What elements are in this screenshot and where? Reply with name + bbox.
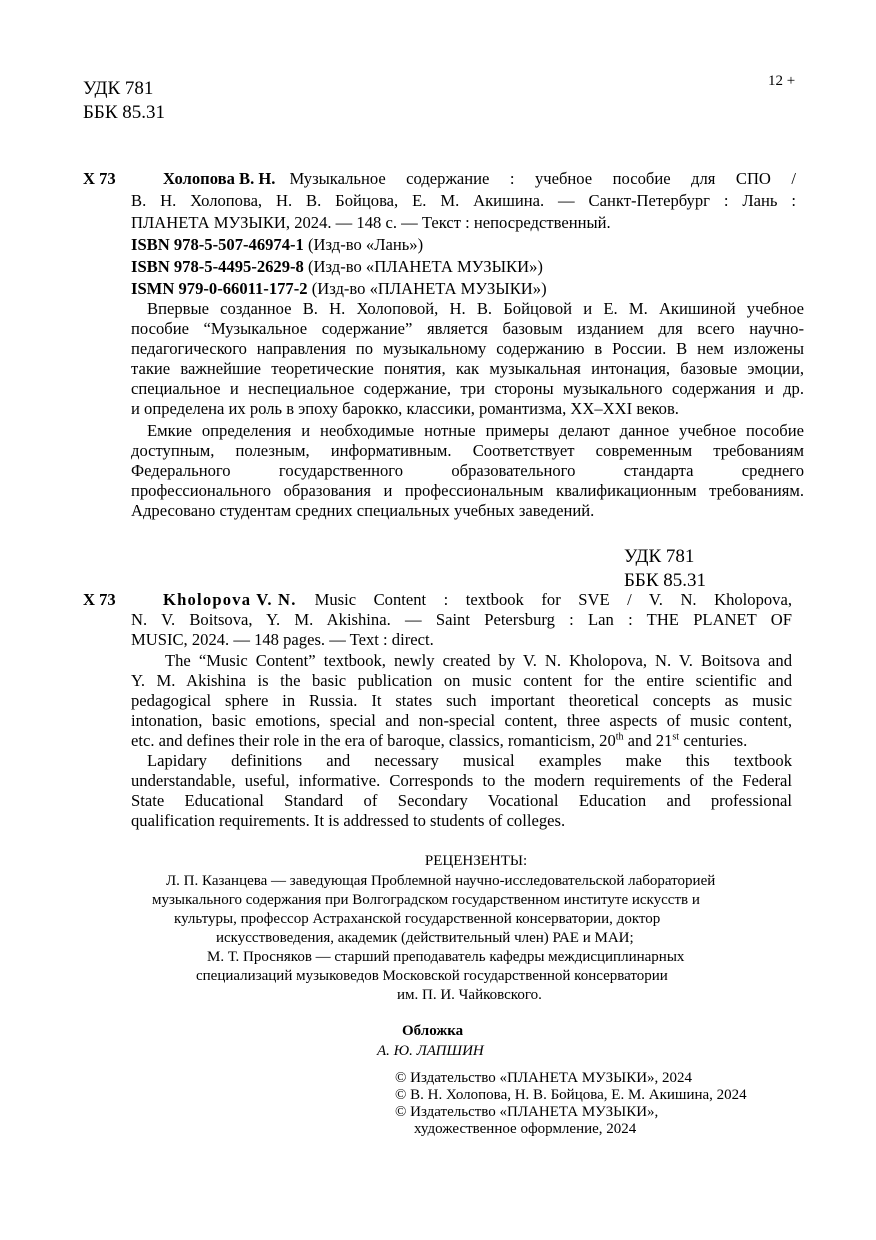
ru-abstract-line: такие важнейшие теоретические понятия, как музыкальная интонация, базовые эмоции, <box>131 359 804 378</box>
udk-code: УДК 781 <box>83 78 154 99</box>
ru-abstract-line: профессионального образования и профессиональным квалификационным требованиям. <box>131 481 804 500</box>
copyright-line: © В. Н. Холопова, Н. В. Бойцова, Е. М. Акишина, 2024 <box>395 1087 747 1103</box>
text-run: and 21 <box>623 731 673 750</box>
copyright-line: художественное оформление, 2024 <box>414 1121 637 1137</box>
reviewer-line: М. Т. Просняков — старший преподаватель кафедры междисциплинарных <box>207 949 685 965</box>
en-abstract-line: Y. M. Akishina is the basic publication on music content for the entire scientific and <box>131 671 792 690</box>
reviewers-title: РЕЦЕНЗЕНТЫ: <box>424 853 528 869</box>
ismn-publisher: (Изд-во «ПЛАНЕТА МУЗЫКИ») <box>311 279 547 298</box>
isbn-number: ISBN 978-5-4495-2629-8 <box>131 257 304 276</box>
text-run: etc. and defines their role in the era of baroque, classics, romanticism, 20 <box>131 731 616 750</box>
ru-ismn <box>131 279 547 299</box>
reviewer-line: им. П. И. Чайковского. <box>397 987 542 1003</box>
ru-author: Холопова В. Н. <box>163 169 276 188</box>
ordinal-suffix: th <box>615 731 624 743</box>
en-abstract-line: Lapidary definitions and necessary musical examples make this textbook <box>147 751 792 770</box>
ru-abstract-line: специальное и неспециальное содержание, три стороны музыкального содержания и др. <box>131 379 804 398</box>
bbk-code: ББК 85.31 <box>83 102 165 123</box>
ru-isbn-lan <box>131 235 423 255</box>
isbn-number: ISBN 978-5-507-46974-1 <box>131 235 304 254</box>
ru-abstract-line: Впервые созданное В. Н. Холоповой, Н. В. Бойцовой и Е. М. Акишиной учебное <box>147 299 804 318</box>
reviewer-line: искусствоведения, академик (действительный член) РАЕ и МАИ; <box>216 930 634 946</box>
en-abstract-line: intonation, basic emotions, special and non-special content, three aspects of music content, <box>131 711 792 730</box>
isbn-publisher: (Изд-во «Лань») <box>308 235 424 254</box>
copyright-line: © Издательство «ПЛАНЕТА МУЗЫКИ», <box>395 1104 659 1120</box>
en-author-code: Х 73 <box>83 590 116 609</box>
ru-abstract-line: педагогического направления по музыкальному содержанию в России. В нем изложены <box>131 339 804 358</box>
ru-author-code: Х 73 <box>83 169 116 188</box>
ru-abstract-line: пособие “Музыкальное содержание” является базовым изданием для всего научно- <box>131 319 804 338</box>
reviewer-line: специализаций музыковедов Московской государственной консерватории <box>196 968 668 984</box>
en-author: Kholopova V. N. <box>163 590 297 609</box>
copyright-line: © Издательство «ПЛАНЕТА МУЗЫКИ», 2024 <box>395 1070 693 1086</box>
ru-abstract-line: Емкие определения и необходимые нотные примеры делают данное учебное пособие <box>147 421 804 440</box>
reviewer-line: Л. П. Казанцева — заведующая Проблемной научно-исследовательской лабораторией <box>166 873 716 889</box>
en-entry-line-3: MUSIC, 2024. — 148 pages. — Text : direct. <box>131 630 434 649</box>
en-abstract-line: pedagogical sphere in Russia. It states such important theoretical concepts as music <box>131 691 792 710</box>
ru-abstract-line: и определена их роль в эпоху барокко, классики, романтизма, XX–XXI веков. <box>131 399 679 418</box>
ru-entry-line-2: В. Н. Холопова, Н. В. Бойцова, Е. М. Акишина. — Санкт-Петербург : Лань : <box>131 191 796 210</box>
age-rating: 12 + <box>768 73 796 89</box>
en-title: Music Content : textbook for SVE / V. N. Kholopova, <box>314 590 792 609</box>
en-bbk-code: ББК 85.31 <box>624 570 706 591</box>
en-abstract-line: State Educational Standard of Secondary Vocational Education and professional <box>131 791 792 810</box>
cover-title: Обложка <box>402 1023 464 1039</box>
ru-title: Музыкальное содержание : учебное пособие для СПО / <box>289 169 796 188</box>
ru-title-line <box>163 169 796 189</box>
ru-abstract-line: Федерального государственного образовательного стандарта среднего <box>131 461 804 480</box>
en-abstract-line: understandable, useful, informative. Corresponds to the modern requirements of the Federal <box>131 771 792 790</box>
en-entry-line-2: N. V. Boitsova, Y. M. Akishina. — Saint Petersburg : Lan : THE PLANET OF <box>131 610 792 629</box>
en-abstract-line: The “Music Content” textbook, newly created by V. N. Kholopova, N. V. Boitsova and <box>165 651 792 670</box>
reviewer-line: культуры, профессор Астраханской государственной консерватории, доктор <box>174 911 661 927</box>
en-title-line <box>163 590 792 610</box>
ordinal-suffix: st <box>672 731 680 743</box>
ismn-number: ISMN 979-0-66011-177-2 <box>131 279 308 298</box>
en-abstract-line: qualification requirements. It is addressed to students of colleges. <box>131 811 566 830</box>
reviewer-line: музыкального содержания при Волгоградском государственном институте искусств и <box>152 892 700 908</box>
ru-isbn-planeta <box>131 257 543 277</box>
ru-abstract-line: доступным, полезным, информативным. Соответствует современным требованиям <box>131 441 804 460</box>
en-abstract-line <box>131 731 747 751</box>
ru-entry-line-3: ПЛАНЕТА МУЗЫКИ, 2024. — 148 с. — Текст : непосредственный. <box>131 213 611 232</box>
isbn-publisher: (Изд-во «ПЛАНЕТА МУЗЫКИ») <box>308 257 543 276</box>
cover-artist: А. Ю. ЛАПШИН <box>377 1043 484 1059</box>
en-udk-code: УДК 781 <box>624 546 695 567</box>
text-run: centuries. <box>679 731 748 750</box>
ru-abstract-line: Адресовано студентам средних специальных учебных заведений. <box>131 501 595 520</box>
